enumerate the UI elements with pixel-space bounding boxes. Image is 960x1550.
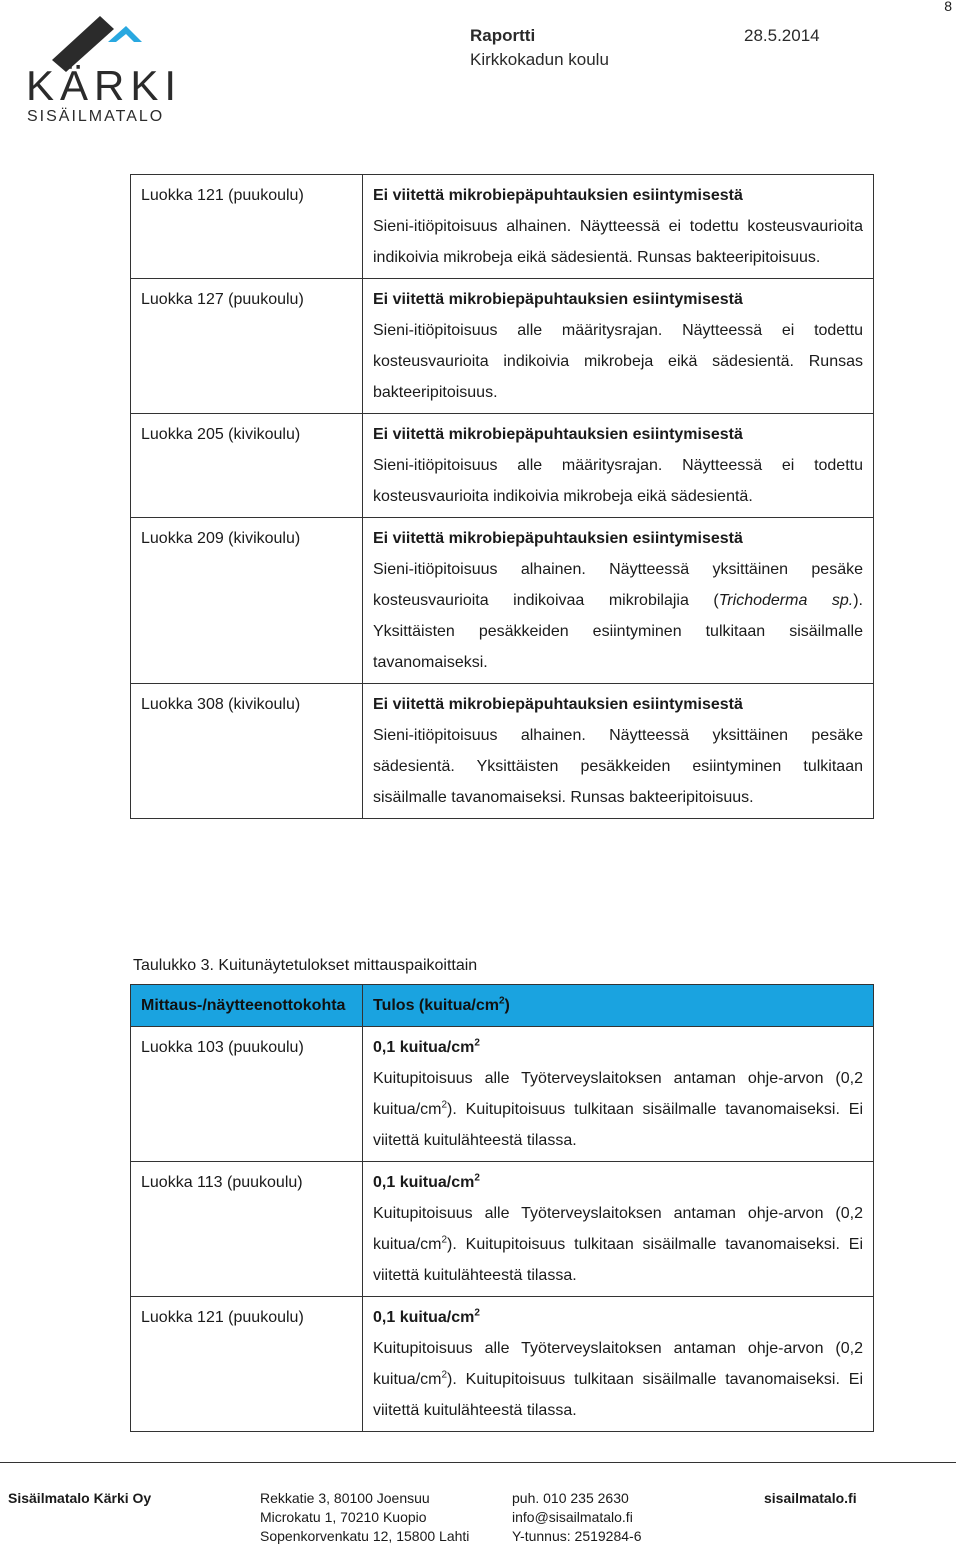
footer-address: Sopenkorvenkatu 12, 15800 Lahti: [260, 1528, 470, 1544]
location-cell: Luokka 121 (puukoulu): [131, 1297, 363, 1432]
result-text: Sieni-itiöpitoisuus alle määritysrajan. Näytteessä ei todettu kosteusvaurioita indikoivia mikrobeja eikä sädesientä.: [373, 457, 863, 505]
location-cell: Luokka 127 (puukoulu): [131, 279, 363, 414]
table-row: [131, 175, 874, 279]
column-header-result: Tulos $(kuitua/cm^2)$: [363, 985, 874, 1027]
result-text: Sieni-itiöpitoisuus alle määritysrajan. Näytteessä ei todettu kosteusvaurioita indikoivia mikrobeja eikä sädesientä. Runsas bakteeripitoisuus.: [373, 322, 863, 401]
fiber-results-table: [130, 984, 874, 1432]
footer-company: Sisäilmatalo Kärki Oy: [8, 1490, 152, 1506]
table-row: [131, 279, 874, 414]
result-cell: [363, 518, 874, 684]
result-cell: [363, 1297, 874, 1432]
table-row: [131, 684, 874, 819]
table-row: [131, 518, 874, 684]
fiber-value: 0,1 kuitua/$cm^2$: [373, 1172, 480, 1191]
result-text: Kuitupitoisuus alle Työterveyslaitoksen antaman ohje-arvon (0,2 kuitua/$cm^2$). Kuitupitoisuus tulkitaan sisäilmalle tavanomaiseksi. Ei viitettä kuitulähteestä tilassa.: [373, 1070, 863, 1149]
result-text-part: Sieni-itiöpitoisuus alhainen. Näytteessä yksittäinen pesäke kosteusvaurioita indikoivaa mikrobilajia (: [373, 561, 863, 609]
table-row: [131, 1027, 874, 1162]
location-cell: Luokka 103 (puukoulu): [131, 1027, 363, 1162]
logo-subtitle: SISÄILMATALO: [27, 108, 165, 125]
result-cell: [363, 684, 874, 819]
result-cell: [363, 279, 874, 414]
table-row: [131, 414, 874, 518]
result-heading: Ei viitettä mikrobiepäpuhtauksien esiintymisestä: [373, 291, 743, 308]
result-heading: Ei viitettä mikrobiepäpuhtauksien esiintymisestä: [373, 426, 743, 443]
table-caption: Taulukko 3. Kuitunäytetulokset mittauspaikoittain: [133, 957, 478, 974]
result-heading: Ei viitettä mikrobiepäpuhtauksien esiintymisestä: [373, 696, 743, 713]
footer-addresses: [260, 1489, 469, 1546]
result-heading: Ei viitettä mikrobiepäpuhtauksien esiintymisestä: [373, 187, 743, 204]
location-cell: Luokka 113 (puukoulu): [131, 1162, 363, 1297]
footer-business-id: Y-tunnus: 2519284-6: [512, 1528, 642, 1544]
logo-word: KÄRKI: [26, 62, 183, 109]
footer-address: Rekkatie 3, 80100 Joensuu: [260, 1490, 430, 1506]
result-text: Kuitupitoisuus alle Työterveyslaitoksen antaman ohje-arvon (0,2 kuitua/$cm^2$). Kuitupitoisuus tulkitaan sisäilmalle tavanomaiseksi. Ei viitettä kuitulähteestä tilassa.: [373, 1340, 863, 1419]
result-text-part: ). Yksittäisten pesäkkeiden esiintyminen tulkitaan sisäilmalle tavanomaiseksi.: [373, 592, 863, 671]
result-cell: [363, 414, 874, 518]
result-cell: [363, 1162, 874, 1297]
fiber-value: 0,1 kuitua/$cm^2$: [373, 1037, 480, 1056]
footer-address: Microkatu 1, 70210 Kuopio: [260, 1509, 427, 1525]
page-number: 8: [944, 0, 952, 14]
result-cell: [363, 175, 874, 279]
result-text: Sieni-itiöpitoisuus alhainen. Näytteessä yksittäinen pesäke sädesientä. Yksittäisten pesäkkeiden esiintyminen tulkitaan sisäilmalle tavanomaiseksi. Runsas bakteeripitoisuus.: [373, 727, 863, 806]
report-date: 28.5.2014: [744, 26, 820, 45]
species-name: Trichoderma sp.: [718, 592, 854, 609]
table-row: [131, 1162, 874, 1297]
microbe-results-table: [130, 174, 874, 819]
footer-phone: puh. 010 235 2630: [512, 1490, 629, 1506]
footer-divider: [0, 1462, 956, 1463]
table-header-row: [131, 985, 874, 1027]
location-cell: Luokka 209 (kivikoulu): [131, 518, 363, 684]
table-row: [131, 1297, 874, 1432]
result-heading: Ei viitettä mikrobiepäpuhtauksien esiintymisestä: [373, 530, 743, 547]
footer-contacts: [512, 1489, 641, 1546]
karki-logo: [24, 12, 184, 125]
footer-email: info@sisailmatalo.fi: [512, 1509, 633, 1525]
result-text: [373, 554, 863, 678]
report-title: Raportti: [470, 26, 536, 45]
result-text: Sieni-itiöpitoisuus alhainen. Näytteessä ei todettu kosteusvaurioita indikoivia mikrobeja eikä sädesientä. Runsas bakteeripitoisuus.: [373, 218, 863, 266]
result-cell: [363, 1027, 874, 1162]
fiber-value: 0,1 kuitua/$cm^2$: [373, 1307, 480, 1326]
location-cell: Luokka 308 (kivikoulu): [131, 684, 363, 819]
report-subtitle: Kirkkokadun koulu: [470, 50, 609, 69]
result-text: Kuitupitoisuus alle Työterveyslaitoksen antaman ohje-arvon (0,2 kuitua/$cm^2$). Kuitupitoisuus tulkitaan sisäilmalle tavanomaiseksi. Ei viitettä kuitulähteestä tilassa.: [373, 1205, 863, 1284]
footer-website: sisailmatalo.fi: [764, 1490, 857, 1506]
column-header-location: Mittaus-/näytteenottokohta: [131, 985, 363, 1027]
location-cell: Luokka 121 (puukoulu): [131, 175, 363, 279]
location-cell: Luokka 205 (kivikoulu): [131, 414, 363, 518]
